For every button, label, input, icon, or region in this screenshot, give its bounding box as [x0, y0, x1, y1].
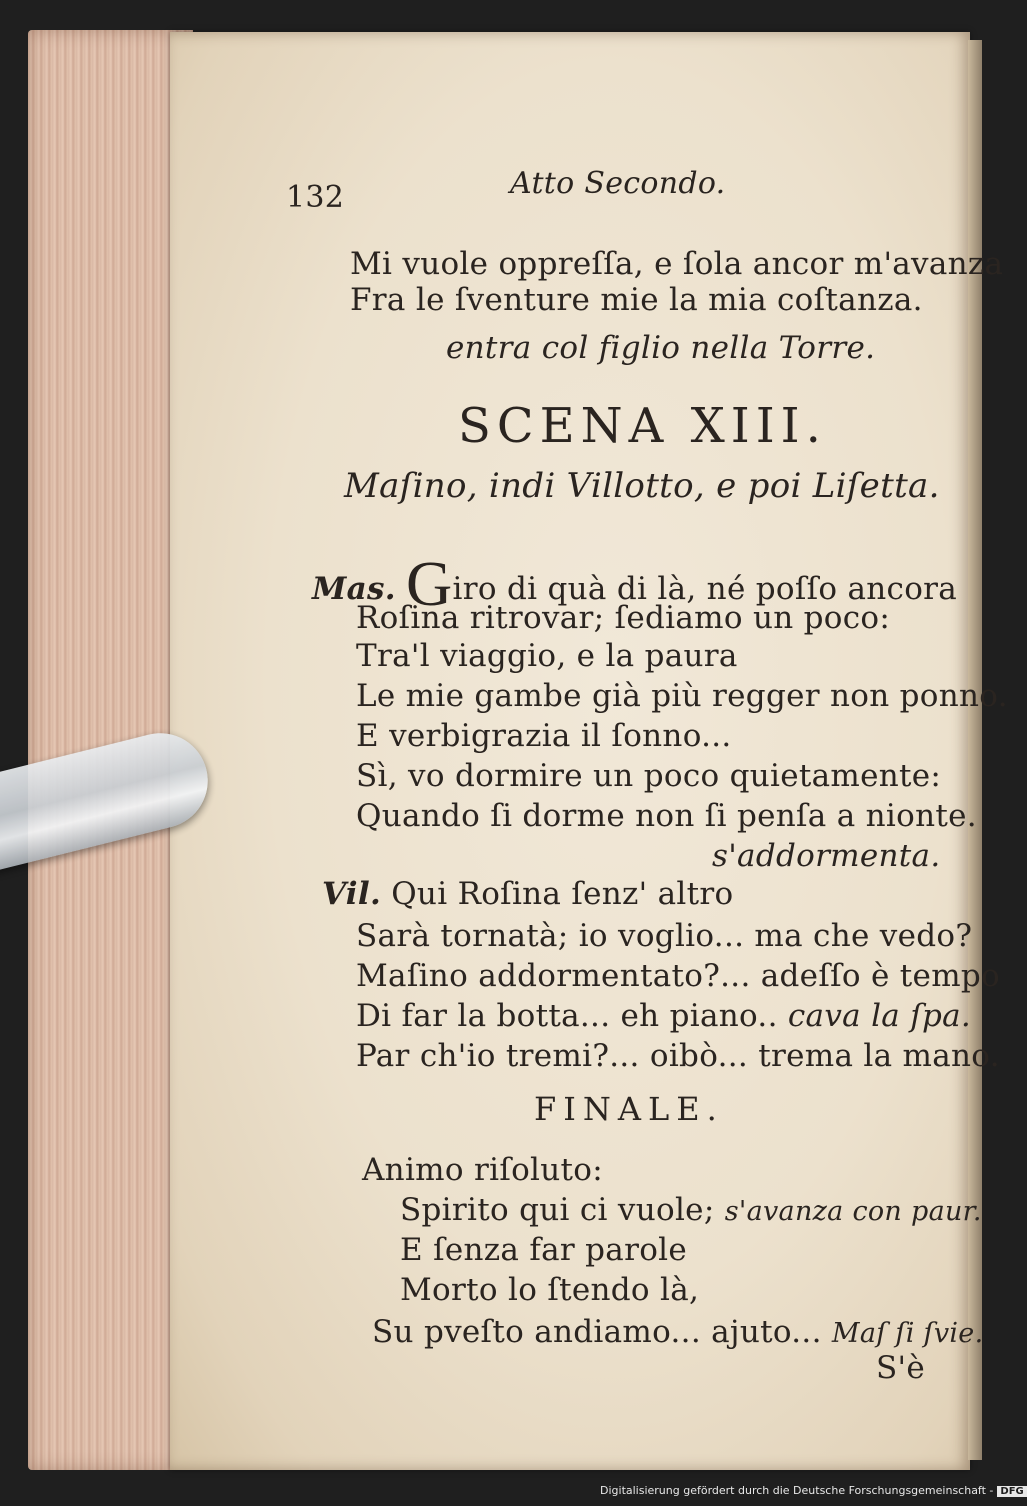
- verse-text: iro di quà di là, né poſſo ancora: [452, 571, 958, 607]
- verse-line: Animo riſoluto:: [362, 1152, 603, 1188]
- verse-text: Di far la botta... eh piano..: [356, 998, 778, 1034]
- verse-text: Su pveſto andiamo... ajuto...: [372, 1314, 822, 1350]
- catchword: S'è: [876, 1350, 926, 1386]
- verse-line: Sarà tornatà; io voglio... ma che vedo?: [356, 918, 973, 954]
- verse-line: Roſina ritrovar; ſediamo un poco:: [356, 600, 891, 636]
- stage-direction: cava la ſpa.: [787, 998, 972, 1034]
- verse-line: Par ch'io tremi?... oibò... trema la mano.: [356, 1038, 1000, 1074]
- running-head: Atto Secondo.: [510, 166, 726, 201]
- verse-line: [372, 1314, 983, 1350]
- page-number: 132: [286, 180, 345, 215]
- verse-line: Le mie gambe già più regger non ponno.: [356, 678, 1008, 714]
- verse-line: [400, 1192, 982, 1228]
- stage-direction: s'avanza con paur.: [724, 1196, 982, 1227]
- speaker-label: Vil.: [322, 876, 382, 912]
- verse-text: Qui Roſina ſenz' altro: [391, 876, 734, 912]
- verse-text: Spirito qui ci vuole;: [400, 1192, 715, 1228]
- verse-line: Sì, vo dormire un poco quietamente:: [356, 758, 942, 794]
- scene-heading: SCENA XIII.: [458, 398, 827, 454]
- verse-line: E verbigrazia il ſonno...: [356, 718, 732, 754]
- stage-direction: Maſ ſi ſvie.: [831, 1318, 984, 1349]
- speaker-label: Mas.: [312, 571, 396, 607]
- scene-characters: Maſino, indi Villotto, e poi Liſetta.: [344, 466, 940, 506]
- verse-line: Tra'l viaggio, e la paura: [356, 638, 738, 674]
- drop-cap: G: [406, 548, 453, 619]
- verse-line: Mi vuole oppreſſa, e ſola ancor m'avanza: [350, 246, 1004, 282]
- verse-line: Quando ſi dorme non ſi penſa a nionte.: [356, 798, 977, 834]
- verse-line: Fra le ſventure mie la mia coſtanza.: [350, 282, 923, 318]
- footer-text: Digitalisierung gefördert durch die Deutsche Forschungsgemeinschaft -: [600, 1484, 994, 1497]
- finale-heading: FINALE.: [534, 1090, 724, 1128]
- stage-direction: s'addormenta.: [712, 838, 941, 874]
- footer-credit: [600, 1484, 1027, 1497]
- dfg-logo: DFG: [997, 1486, 1026, 1497]
- verse-line: Morto lo ſtendo là,: [400, 1272, 700, 1308]
- speech-first-line: [322, 876, 734, 912]
- verse-line: [356, 998, 971, 1034]
- stage-direction: entra col figlio nella Torre.: [446, 330, 876, 366]
- verse-line: E ſenza far parole: [400, 1232, 688, 1268]
- verse-line: Maſino addormentato?... adeſſo è tempo: [356, 958, 1000, 994]
